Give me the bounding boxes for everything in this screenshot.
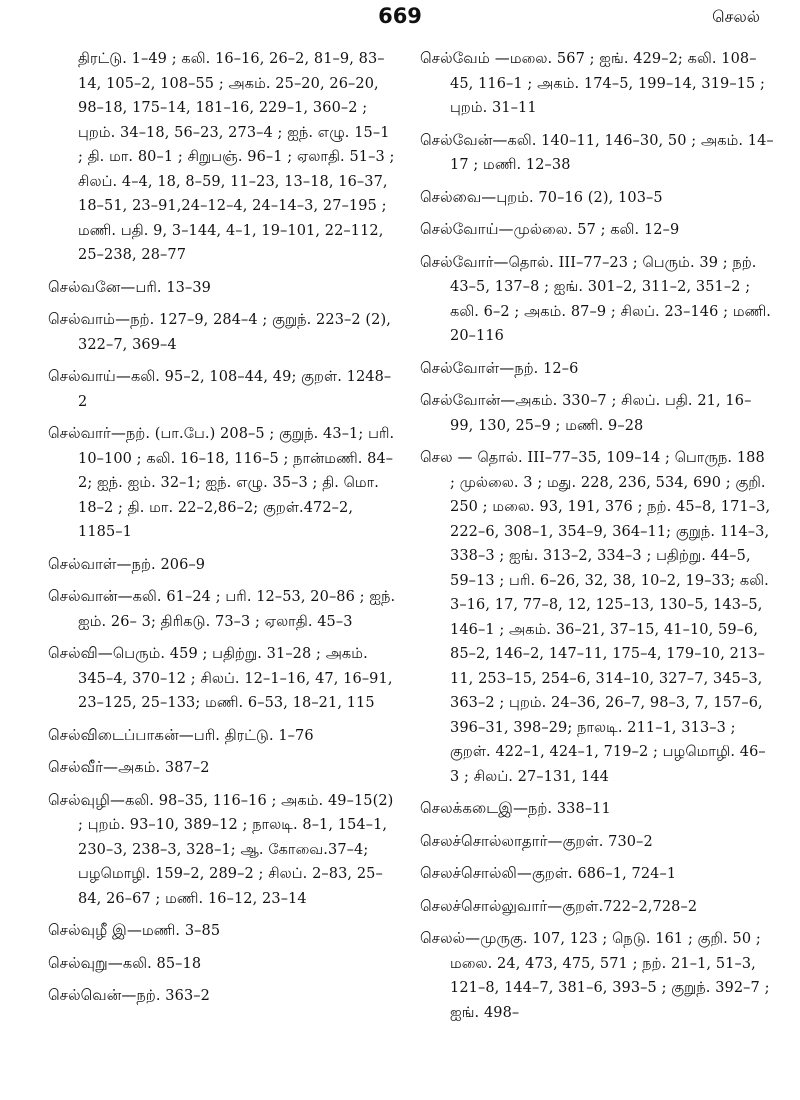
index-entry — [420, 356, 774, 382]
entry-headword: செலச்சொல்லுவார்— — [420, 896, 563, 915]
entry-headword: செல்வோள்— — [420, 358, 515, 377]
index-entry — [420, 926, 774, 1025]
entry-references: தொல். III–77–35, 109–14 ; பொருந. 188 ; முல்லை. 3 ; மது. 228, 236, 534, 690 ; குறி. 250 ; மலை. 93, 191, 376 ; நற். 45–8, 171–3, 222–6, 308–1, 354–9, 364–11; குறுந். 114–3, 338–3 ; ஐங். 313–2, 334–3 ; பதிற்று. 44–5, 59–13 ; பரி. 6–26, 32, 38, 10–2, 19–33; கலி. 3–16, 17, 77–8, 12, 125–13, 130–5, 143–5, 146–1 ; அகம். 36–21, 37–15, 41–10, 59–6, 85–2, 146–2, 147–11, 175–4, 179–10, 213–11, 253–15, 254–6, 314–10, 327–7, 345–3, 363–2 ; புறம். 24–36, 26–7, 98–3, 7, 157–6, 396–31, 398–29; நாலடி. 211–1, 313–3 ; குறள். 422–1, 424–1, 719–2 ; பழமொழி. 46–3 ; சிலப். 27–131, 144 — [450, 450, 771, 785]
entry-headword: செல்வுழீ இ— — [48, 921, 142, 939]
entry-references: நற். 127–9, 284–4 ; குறுந். 223–2 (2), 322–7, 369–4 — [78, 312, 391, 353]
entry-references: திரட்டு. 1–49 ; கலி. 16–16, 26–2, 81–9, 83–14, 105–2, 108–55 ; அகம். 25–20, 26–20, 98–18, 175–14, 181–16, 229–1, 360–2 ; புறம். 34–18, 56–23, 273–4 ; ஐந். எழு. 15–1 ; தி. மா. 80–1 ; சிறுபஞ். 96–1 ; ஏலாதி. 51–3 ; சிலப். 4–4, 18, 8–59, 11–23, 13–18, 16–37, 18–51, 23–91,24–12–4, 24–14–3, 27–195 ; மணி. பதி. 9, 3–144, 4–1, 19–101, 22–112, 25–238, 28–77 — [78, 51, 395, 263]
entry-references: தொல். III–77–23 ; பெரும். 39 ; நற். 43–5, 137–8 ; ஐங். 301–2, 311–2, 351–2 ; கலி. 6–2 ; அகம். 87–9 ; சிலப். 23–146 ; மணி. 20–116 — [450, 254, 771, 344]
entry-headword: செல்வேன்— — [420, 130, 508, 149]
index-entry — [48, 307, 398, 357]
entry-references: கலி. 98–35, 116–16 ; அகம். 49–15(2) ; புறம். 93–10, 389–12 ; நாலடி. 8–1, 154–1, 230–3, 238–3, 328–1; ஆ. கோவை.37–4; பழமொழி. 159–2, 289–2 ; சிலப். 2–83, 25–84, 26–67 ; மணி. 16–12, 23–14 — [78, 792, 394, 907]
index-entry — [420, 829, 774, 855]
entry-headword: செலக்கடைஇ— — [420, 799, 529, 817]
entry-headword: செல்வார்— — [48, 424, 126, 442]
index-entry — [48, 723, 398, 749]
entry-headword: செல்வி— — [48, 644, 113, 662]
entry-headword: செல்விடைப்பாகன்— — [48, 725, 194, 744]
index-entry — [48, 46, 398, 268]
index-entry — [420, 185, 774, 211]
index-entry — [48, 755, 398, 781]
right-column — [420, 46, 774, 1032]
entry-headword: செல்வோன்— — [420, 391, 516, 409]
entry-references: குறள். 730–2 — [562, 833, 653, 850]
entry-references: பரி. திரட்டு. 1–76 — [193, 727, 314, 744]
index-entry — [48, 641, 398, 716]
index-entry — [48, 364, 398, 414]
entry-references: குறள்.722–2,728–2 — [562, 898, 698, 915]
running-head: செலல் — [712, 7, 760, 26]
entry-headword: செல்வாள்— — [48, 554, 132, 573]
index-entry — [420, 796, 774, 822]
entry-references: நற். 206–9 — [131, 556, 206, 573]
entry-references: கலி. 140–11, 146–30, 50 ; அகம். 14–17 ; மணி. 12–38 — [450, 132, 774, 173]
entry-references: புறம். 70–16 (2), 103–5 — [496, 189, 663, 206]
index-entry — [420, 250, 774, 349]
entry-references: அகம். 330–7 ; சிலப். பதி. 21, 16–99, 130, 25–9 ; மணி. 9–28 — [450, 393, 752, 434]
entry-references: கலி. 61–24 ; பரி. 12–53, 20–86 ; ஐந். ஐம். 26– 3; திரிகடு. 73–3 ; ஏலாதி. 45–3 — [78, 589, 396, 630]
entry-references: அகம். 387–2 — [118, 760, 210, 776]
entry-headword: செல்வேம் — — [420, 49, 510, 67]
entry-headword: செல்வீர்— — [48, 758, 119, 776]
index-entry — [48, 421, 398, 545]
index-entry — [420, 894, 774, 920]
entry-references: முல்லை. 57 ; கலி. 12–9 — [513, 222, 680, 238]
index-entry — [420, 388, 774, 438]
entry-references: குறள். 686–1, 724–1 — [531, 866, 677, 882]
entry-references: மலை. 567 ; ஐங். 429–2; கலி. 108–45, 116–1 ; அகம். 174–5, 199–14, 319–15 ; புறம். 31–11 — [450, 51, 766, 116]
entry-headword: செல்வை— — [420, 187, 497, 206]
index-entry — [48, 552, 398, 578]
entry-references: முருகு. 107, 123 ; நெடு. 161 ; குறி. 50 ; மலை. 24, 473, 475, 571 ; நற். 21–1, 51–3, 121–8, 144–7, 381–6, 393–5 ; குறுந். 392–7 ; ஐங். 498– — [450, 931, 770, 1021]
entry-headword: செலச்சொல்லி— — [420, 864, 532, 882]
entry-headword: செல்வுறு— — [48, 953, 123, 972]
entry-references: நற். 338–11 — [528, 801, 611, 817]
page-header — [0, 4, 800, 36]
index-entry — [420, 861, 774, 887]
entry-references: நற். (பா.பே.) 208–5 ; குறுந். 43–1; பரி. 10–100 ; கலி. 16–18, 116–5 ; நான்மணி. 84–2; ஐந். ஐம். 32–1; ஐந். எழு. 35–3 ; தி. மொ. 18–2 ; தி. மா. 22–2,86–2; குறள்.472–2, 1185–1 — [78, 426, 395, 540]
page-number: 669 — [378, 4, 422, 28]
entry-headword: செல்வோய்— — [420, 220, 514, 238]
entry-references: நற். 363–2 — [136, 988, 210, 1004]
entry-headword: செலல்— — [420, 929, 481, 947]
entry-headword: செல்வாய்— — [48, 367, 131, 385]
index-entry — [48, 918, 398, 944]
entry-headword: செல — — [420, 448, 478, 466]
index-entry — [48, 983, 398, 1009]
entry-headword: செல்வுழி— — [48, 790, 126, 809]
entry-references: நற். 12–6 — [514, 360, 579, 377]
entry-headword: செல்வோர்— — [420, 252, 509, 271]
index-entry — [420, 217, 774, 243]
entry-headword: செல்வென்— — [48, 986, 137, 1004]
index-entry — [420, 445, 774, 789]
index-entry — [48, 584, 398, 634]
entry-references: கலி. 95–2, 108–44, 49; குறள். 1248–2 — [78, 369, 392, 410]
index-entry — [420, 46, 774, 121]
index-entry — [48, 275, 398, 301]
left-column — [48, 46, 398, 1016]
index-entry — [420, 128, 774, 178]
entry-references: பெரும். 459 ; பதிற்று. 31–28 ; அகம். 345–4, 370–12 ; சிலப். 12–1–16, 47, 16–91, 23–125, 25–133; மணி. 6–53, 18–21, 115 — [78, 646, 393, 711]
entry-references: கலி. 85–18 — [122, 955, 202, 972]
entry-headword: செல்வாம்— — [48, 310, 131, 328]
entry-headword: செலச்சொல்லாதார்— — [420, 831, 563, 850]
index-entry — [48, 788, 398, 912]
entry-references: பரி. 13–39 — [135, 279, 211, 296]
index-entry — [48, 951, 398, 977]
entry-references: மணி. 3–85 — [141, 923, 221, 939]
entry-headword: செல்வனே— — [48, 277, 136, 296]
entry-headword: செல்வான்— — [48, 587, 133, 605]
